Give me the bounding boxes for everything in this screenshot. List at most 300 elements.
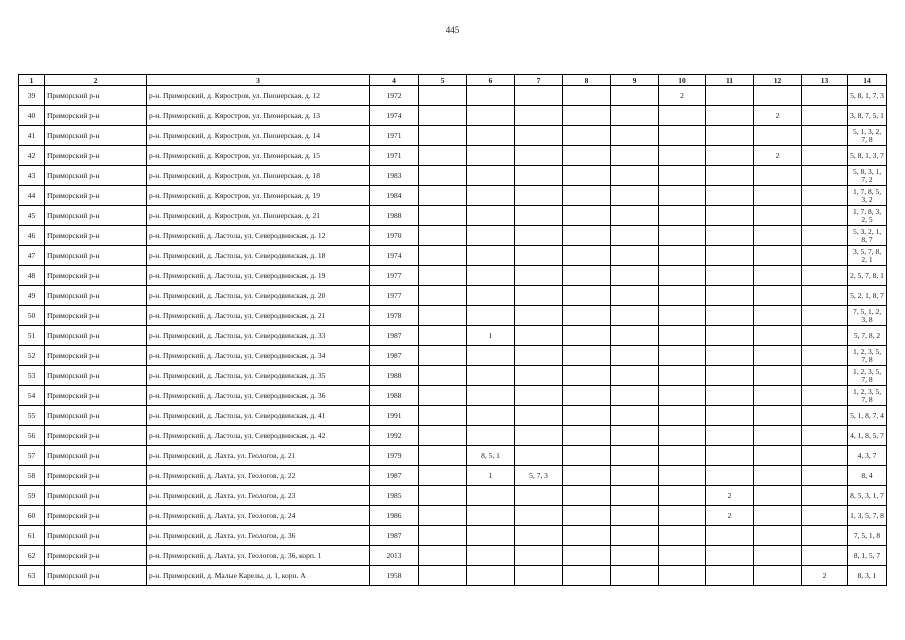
col6-cell: [467, 346, 515, 366]
col11-cell: [706, 326, 754, 346]
col14-cell: 2, 5, 7, 8, 1: [848, 266, 887, 286]
col5-cell: [419, 106, 467, 126]
col8-cell: [563, 206, 611, 226]
column-header-13: 13: [802, 75, 848, 86]
address-cell: р-н. Приморский, д. Ластола, ул. Северодвинская, д. 12: [147, 226, 370, 246]
column-header-5: 5: [419, 75, 467, 86]
address-cell: р-н. Приморский, д. Ластола, ул. Северодвинская, д. 19: [147, 266, 370, 286]
col7-cell: [515, 566, 563, 586]
col7-cell: [515, 506, 563, 526]
col11-cell: [706, 566, 754, 586]
col9-cell: [611, 566, 659, 586]
col11-cell: [706, 466, 754, 486]
district-cell: Приморский р-н: [45, 406, 147, 426]
col14-cell: 1, 3, 5, 7, 8: [848, 506, 887, 526]
col8-cell: [563, 306, 611, 326]
col13-cell: [802, 366, 848, 386]
table-row: [19, 406, 887, 426]
col7-cell: [515, 366, 563, 386]
row-number-cell: 57: [19, 446, 45, 466]
table-header: [19, 75, 887, 86]
row-number-cell: 48: [19, 266, 45, 286]
row-number-cell: 63: [19, 566, 45, 586]
col13-cell: [802, 526, 848, 546]
row-number-cell: 52: [19, 346, 45, 366]
year-cell: 1988: [370, 366, 419, 386]
col14-cell: 1, 2, 3, 5, 7, 8: [848, 386, 887, 406]
address-cell: р-н. Приморский, д. Ластола, ул. Северодвинская, д. 33: [147, 326, 370, 346]
year-cell: 1974: [370, 106, 419, 126]
table-row: [19, 346, 887, 366]
col6-cell: 1: [467, 466, 515, 486]
col12-cell: [754, 446, 802, 466]
col12-cell: [754, 166, 802, 186]
district-cell: Приморский р-н: [45, 286, 147, 306]
col13-cell: [802, 306, 848, 326]
row-number-cell: 44: [19, 186, 45, 206]
district-cell: Приморский р-н: [45, 166, 147, 186]
col5-cell: [419, 566, 467, 586]
col9-cell: [611, 446, 659, 466]
col14-cell: 5, 8, 1, 7, 3: [848, 86, 887, 106]
district-cell: Приморский р-н: [45, 386, 147, 406]
col9-cell: [611, 486, 659, 506]
col5-cell: [419, 226, 467, 246]
district-cell: Приморский р-н: [45, 506, 147, 526]
address-cell: р-н. Приморский, д. Кяростров, ул. Пионерская, д. 13: [147, 106, 370, 126]
address-cell: р-н. Приморский, д. Ластола, ул. Северодвинская, д. 36: [147, 386, 370, 406]
col10-cell: [659, 506, 706, 526]
col13-cell: [802, 266, 848, 286]
table-row: [19, 366, 887, 386]
col6-cell: [467, 126, 515, 146]
col6-cell: 8, 5, 1: [467, 446, 515, 466]
district-cell: Приморский р-н: [45, 146, 147, 166]
col14-cell: 4, 1, 8, 5, 7: [848, 426, 887, 446]
col7-cell: [515, 186, 563, 206]
year-cell: 1958: [370, 566, 419, 586]
col5-cell: [419, 266, 467, 286]
row-number-cell: 53: [19, 366, 45, 386]
col8-cell: [563, 506, 611, 526]
table-row: [19, 566, 887, 586]
year-cell: 1986: [370, 506, 419, 526]
district-cell: Приморский р-н: [45, 86, 147, 106]
col13-cell: [802, 86, 848, 106]
col9-cell: [611, 86, 659, 106]
table-row: [19, 286, 887, 306]
row-number-cell: 50: [19, 306, 45, 326]
col7-cell: [515, 146, 563, 166]
table-row: [19, 466, 887, 486]
col12-cell: [754, 266, 802, 286]
col9-cell: [611, 466, 659, 486]
col5-cell: [419, 86, 467, 106]
table-row: [19, 126, 887, 146]
col10-cell: [659, 266, 706, 286]
col12-cell: 2: [754, 146, 802, 166]
col7-cell: [515, 166, 563, 186]
address-cell: р-н. Приморский, д. Лахта, ул. Геологов, д. 21: [147, 446, 370, 466]
district-cell: Приморский р-н: [45, 546, 147, 566]
col10-cell: [659, 366, 706, 386]
col12-cell: [754, 206, 802, 226]
col13-cell: [802, 406, 848, 426]
col6-cell: [467, 566, 515, 586]
table-row: [19, 146, 887, 166]
row-number-cell: 51: [19, 326, 45, 346]
column-header-2: 2: [45, 75, 147, 86]
col14-cell: 1, 7, 8, 5, 3, 2: [848, 186, 887, 206]
district-cell: Приморский р-н: [45, 526, 147, 546]
row-number-cell: 58: [19, 466, 45, 486]
year-cell: 1974: [370, 246, 419, 266]
col12-cell: [754, 186, 802, 206]
table-row: [19, 386, 887, 406]
col14-cell: 5, 2, 1, 8, 7: [848, 286, 887, 306]
col13-cell: [802, 506, 848, 526]
address-cell: р-н. Приморский, д. Кяростров, ул. Пионерская, д. 21: [147, 206, 370, 226]
address-cell: р-н. Приморский, д. Ластола, ул. Северодвинская, д. 20: [147, 286, 370, 306]
col8-cell: [563, 186, 611, 206]
col12-cell: [754, 86, 802, 106]
column-header-10: 10: [659, 75, 706, 86]
col14-cell: 8, 4: [848, 466, 887, 486]
col13-cell: [802, 466, 848, 486]
year-cell: 1987: [370, 526, 419, 546]
col12-cell: [754, 386, 802, 406]
col14-cell: 5, 8, 3, 1, 7, 2: [848, 166, 887, 186]
table-row: [19, 86, 887, 106]
year-cell: 1971: [370, 146, 419, 166]
col14-cell: 5, 7, 8, 2: [848, 326, 887, 346]
col6-cell: [467, 386, 515, 406]
address-cell: р-н. Приморский, д. Ластола, ул. Северодвинская, д. 35: [147, 366, 370, 386]
col7-cell: [515, 546, 563, 566]
col9-cell: [611, 526, 659, 546]
table-row: [19, 206, 887, 226]
year-cell: 1972: [370, 86, 419, 106]
address-cell: р-н. Приморский, д. Лахта, ул. Геологов, д. 36: [147, 526, 370, 546]
row-number-cell: 42: [19, 146, 45, 166]
col5-cell: [419, 186, 467, 206]
col9-cell: [611, 166, 659, 186]
col7-cell: [515, 446, 563, 466]
col6-cell: [467, 186, 515, 206]
col11-cell: [706, 366, 754, 386]
col14-cell: 5, 1, 3, 2, 7, 8: [848, 126, 887, 146]
address-cell: р-н. Приморский, д. Лахта, ул. Геологов, д. 36, корп. 1: [147, 546, 370, 566]
col5-cell: [419, 346, 467, 366]
col9-cell: [611, 246, 659, 266]
col5-cell: [419, 446, 467, 466]
col7-cell: [515, 386, 563, 406]
col7-cell: [515, 426, 563, 446]
col11-cell: [706, 346, 754, 366]
col8-cell: [563, 126, 611, 146]
col5-cell: [419, 286, 467, 306]
row-number-cell: 54: [19, 386, 45, 406]
col6-cell: [467, 486, 515, 506]
col6-cell: [467, 146, 515, 166]
district-cell: Приморский р-н: [45, 186, 147, 206]
col6-cell: [467, 406, 515, 426]
col6-cell: [467, 206, 515, 226]
address-cell: р-н. Приморский, д. Кяростров, ул. Пионерская, д. 18: [147, 166, 370, 186]
col5-cell: [419, 546, 467, 566]
table-row: [19, 166, 887, 186]
address-cell: р-н. Приморский, д. Ластола, ул. Северодвинская, д. 41: [147, 406, 370, 426]
row-number-cell: 47: [19, 246, 45, 266]
col12-cell: [754, 126, 802, 146]
col8-cell: [563, 266, 611, 286]
row-number-cell: 43: [19, 166, 45, 186]
district-cell: Приморский р-н: [45, 246, 147, 266]
col12-cell: [754, 346, 802, 366]
col7-cell: [515, 126, 563, 146]
column-header-7: 7: [515, 75, 563, 86]
col9-cell: [611, 126, 659, 146]
col11-cell: [706, 266, 754, 286]
col5-cell: [419, 306, 467, 326]
col13-cell: [802, 326, 848, 346]
col8-cell: [563, 146, 611, 166]
column-header-14: 14: [848, 75, 887, 86]
col14-cell: 8, 1, 5, 7: [848, 546, 887, 566]
col11-cell: [706, 166, 754, 186]
col9-cell: [611, 326, 659, 346]
col8-cell: [563, 346, 611, 366]
district-cell: Приморский р-н: [45, 126, 147, 146]
col6-cell: [467, 106, 515, 126]
col10-cell: [659, 426, 706, 446]
col5-cell: [419, 486, 467, 506]
col10-cell: [659, 466, 706, 486]
col10-cell: [659, 526, 706, 546]
col13-cell: [802, 286, 848, 306]
year-cell: 1984: [370, 186, 419, 206]
year-cell: 1977: [370, 286, 419, 306]
col6-cell: [467, 266, 515, 286]
col12-cell: [754, 326, 802, 346]
year-cell: 1987: [370, 346, 419, 366]
table-row: [19, 326, 887, 346]
district-cell: Приморский р-н: [45, 326, 147, 346]
col9-cell: [611, 386, 659, 406]
col11-cell: [706, 186, 754, 206]
year-cell: 1979: [370, 446, 419, 466]
col6-cell: [467, 246, 515, 266]
col12-cell: [754, 366, 802, 386]
col13-cell: [802, 146, 848, 166]
col7-cell: [515, 286, 563, 306]
col8-cell: [563, 466, 611, 486]
col8-cell: [563, 426, 611, 446]
col5-cell: [419, 246, 467, 266]
col10-cell: [659, 386, 706, 406]
col13-cell: [802, 426, 848, 446]
col7-cell: [515, 326, 563, 346]
table-body: [19, 86, 887, 586]
row-number-cell: 41: [19, 126, 45, 146]
table-row: [19, 446, 887, 466]
col13-cell: [802, 186, 848, 206]
address-cell: р-н. Приморский, д. Ластола, ул. Северодвинская, д. 18: [147, 246, 370, 266]
col5-cell: [419, 166, 467, 186]
address-cell: р-н. Приморский, д. Кяростров, ул. Пионерская, д. 12: [147, 86, 370, 106]
district-cell: Приморский р-н: [45, 566, 147, 586]
year-cell: 1983: [370, 166, 419, 186]
col7-cell: [515, 226, 563, 246]
table-row: [19, 266, 887, 286]
col5-cell: [419, 386, 467, 406]
col11-cell: [706, 146, 754, 166]
col13-cell: [802, 486, 848, 506]
col8-cell: [563, 246, 611, 266]
col5-cell: [419, 506, 467, 526]
address-cell: р-н. Приморский, д. Лахта, ул. Геологов, д. 22: [147, 466, 370, 486]
col11-cell: [706, 386, 754, 406]
row-number-cell: 55: [19, 406, 45, 426]
col8-cell: [563, 326, 611, 346]
year-cell: 1991: [370, 406, 419, 426]
col5-cell: [419, 206, 467, 226]
col9-cell: [611, 546, 659, 566]
col10-cell: [659, 206, 706, 226]
col13-cell: [802, 126, 848, 146]
col7-cell: [515, 406, 563, 426]
col7-cell: [515, 206, 563, 226]
col9-cell: [611, 266, 659, 286]
col6-cell: [467, 506, 515, 526]
col5-cell: [419, 526, 467, 546]
col12-cell: [754, 466, 802, 486]
column-header-12: 12: [754, 75, 802, 86]
table-row: [19, 226, 887, 246]
col12-cell: [754, 286, 802, 306]
col5-cell: [419, 406, 467, 426]
column-header-4: 4: [370, 75, 419, 86]
col7-cell: [515, 526, 563, 546]
col12-cell: [754, 246, 802, 266]
col13-cell: [802, 386, 848, 406]
year-cell: 1970: [370, 226, 419, 246]
col9-cell: [611, 206, 659, 226]
district-cell: Приморский р-н: [45, 206, 147, 226]
column-header-9: 9: [611, 75, 659, 86]
col13-cell: [802, 446, 848, 466]
col14-cell: 5, 3, 2, 1, 8, 7: [848, 226, 887, 246]
address-cell: р-н. Приморский, д. Ластола, ул. Северодвинская, д. 42: [147, 426, 370, 446]
district-cell: Приморский р-н: [45, 446, 147, 466]
district-cell: Приморский р-н: [45, 486, 147, 506]
table-row: [19, 546, 887, 566]
year-cell: 1987: [370, 466, 419, 486]
col12-cell: [754, 406, 802, 426]
page-number: 445: [445, 25, 460, 35]
col13-cell: [802, 106, 848, 126]
col8-cell: [563, 486, 611, 506]
col13-cell: [802, 346, 848, 366]
table-row: [19, 426, 887, 446]
col13-cell: 2: [802, 566, 848, 586]
col10-cell: [659, 226, 706, 246]
col9-cell: [611, 306, 659, 326]
col5-cell: [419, 466, 467, 486]
col7-cell: [515, 266, 563, 286]
col14-cell: 3, 5, 7, 8, 2, 1: [848, 246, 887, 266]
col10-cell: [659, 326, 706, 346]
col11-cell: [706, 226, 754, 246]
address-cell: р-н. Приморский, д. Кяростров, ул. Пионерская, д. 19: [147, 186, 370, 206]
district-cell: Приморский р-н: [45, 366, 147, 386]
col10-cell: [659, 126, 706, 146]
col11-cell: 2: [706, 486, 754, 506]
col11-cell: 2: [706, 506, 754, 526]
column-header-11: 11: [706, 75, 754, 86]
col14-cell: 1, 7, 8, 3, 2, 5: [848, 206, 887, 226]
col11-cell: [706, 286, 754, 306]
year-cell: 1988: [370, 386, 419, 406]
col14-cell: 7, 5, 1, 8: [848, 526, 887, 546]
row-number-cell: 40: [19, 106, 45, 126]
col11-cell: [706, 526, 754, 546]
col13-cell: [802, 166, 848, 186]
district-cell: Приморский р-н: [45, 306, 147, 326]
col10-cell: [659, 546, 706, 566]
col13-cell: [802, 226, 848, 246]
col9-cell: [611, 346, 659, 366]
table-row: [19, 106, 887, 126]
col14-cell: 5, 8, 1, 3, 7: [848, 146, 887, 166]
col6-cell: 1: [467, 326, 515, 346]
district-cell: Приморский р-н: [45, 466, 147, 486]
housing-table: [18, 74, 887, 586]
col10-cell: [659, 446, 706, 466]
year-cell: 1977: [370, 266, 419, 286]
col5-cell: [419, 326, 467, 346]
col10-cell: [659, 106, 706, 126]
row-number-cell: 61: [19, 526, 45, 546]
col6-cell: [467, 366, 515, 386]
row-number-cell: 46: [19, 226, 45, 246]
year-cell: 2013: [370, 546, 419, 566]
district-cell: Приморский р-н: [45, 266, 147, 286]
col7-cell: [515, 86, 563, 106]
col7-cell: [515, 306, 563, 326]
address-cell: р-н. Приморский, д. Ластола, ул. Северодвинская, д. 34: [147, 346, 370, 366]
col8-cell: [563, 446, 611, 466]
col11-cell: [706, 406, 754, 426]
col6-cell: [467, 306, 515, 326]
row-number-cell: 49: [19, 286, 45, 306]
col10-cell: [659, 346, 706, 366]
col11-cell: [706, 426, 754, 446]
col13-cell: [802, 206, 848, 226]
col12-cell: [754, 546, 802, 566]
column-header-8: 8: [563, 75, 611, 86]
col9-cell: [611, 366, 659, 386]
column-header-3: 3: [147, 75, 370, 86]
address-cell: р-н. Приморский, д. Кяростров, ул. Пионерская, д. 15: [147, 146, 370, 166]
col12-cell: [754, 426, 802, 446]
col7-cell: 5, 7, 3: [515, 466, 563, 486]
col6-cell: [467, 166, 515, 186]
col5-cell: [419, 146, 467, 166]
col8-cell: [563, 286, 611, 306]
col14-cell: 1, 2, 3, 5, 7, 8: [848, 366, 887, 386]
col11-cell: [706, 446, 754, 466]
